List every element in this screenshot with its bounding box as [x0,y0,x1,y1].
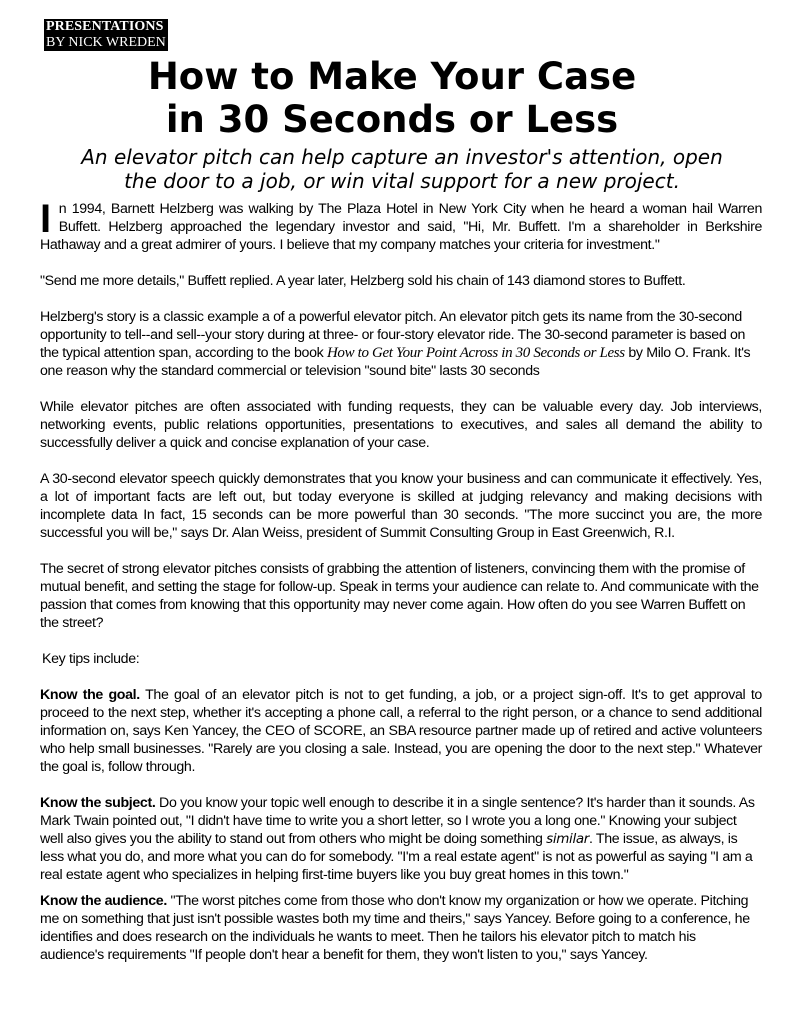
title-line-1: How to Make Your Case [147,55,637,98]
byline: BY NICK WREDEN [46,35,166,50]
section-badge [44,19,168,51]
key-tips-intro: Key tips include: [42,651,140,667]
subtitle-line-1: An elevator pitch can help capture an investor's attention, open [81,145,723,169]
tip-know-the-subject [40,794,762,884]
tip-know-the-goal [40,686,762,776]
emphasis-text: similar [546,831,589,847]
paragraph-classic-example [40,308,762,380]
section-label: PRESENTATIONS [46,19,164,34]
tip-text: The goal of an elevator pitch is not to get funding, a job, or a project sign-off. It's to get approval to proceed to the next step, whether it's accepting a phone call, a referral to the right person, or a chance to send additional information on, says Ken Yancey, the CEO of SCORE, an SBA resource partner made up of retired and active volunteers who help small businesses. "Rarely are you closing a sale. Instead, you are opening the door to the next step." Whatever the goal is, follow through. [40,687,762,775]
paragraph-secret: The secret of strong elevator pitches consists of grabbing the attention of listeners, convincing them with the promise of mutual benefit, and setting the stage for follow-up. Speak in terms your audience can relate to. And communicate with the passion that comes from knowing that this opportunity may never come again. How often do you see Warren Buffett on the street? [40,561,759,631]
book-title: How to Get Your Point Across in 30 Seconds or Less [326,345,625,361]
paragraph-intro-text: n 1994, Barnett Helzberg was walking by The Plaza Hotel in New York City when he heard a woman hail Warren Buffett. Helzberg approached the legendary investor and said, "Hi, Mr. Buffett. I'm a shareholder in Berkshire Hathaway and a great admirer of yours. I believe that my company matches your criteria for investment." [40,201,762,253]
paragraph-buffett-reply: "Send me more details," Buffett replied. A year later, Helzberg sold his chain of 143 diamond stores to Buffett. [40,273,686,289]
tip-heading: Know the audience. [40,893,167,909]
tip-know-the-audience [40,892,762,964]
tip-text: . The issue, as always, is less what you do, and more what you can do for somebody. "I'm a real estate agent" is not as powerful as saying "I am a real estate agent who specializes in helping first-time buyers like you buy great homes in this town." [40,831,753,883]
tip-heading: Know the subject. [40,795,156,811]
paragraph-text: by Milo O. Frank. It's one reason why the standard commercial or television "sound bite" lasts 30 seconds [40,345,751,379]
tip-text: Do you know your topic well enough to describe it in a single sentence? It's harder than it sounds. As Mark Twain pointed out, "I didn't have time to write you a short letter, so I wrote you a long one." Knowing your subject well also gives you the ability to stand out from others who might be doing something [40,795,755,847]
paragraph-30-second-speech: A 30-second elevator speech quickly demonstrates that you know your business and can communicate it effectively. Yes, a lot of important facts are left out, but today everyone is skilled at judging relevancy and making decisions with incomplete data In fact, 15 seconds can be more powerful than 30 seconds. "The more succinct you are, the more successful you will be," says Dr. Alan Weiss, president of Summit Consulting Group in East Greenwich, R.I. [40,471,762,541]
paragraph-valuable-every-day: While elevator pitches are often associated with funding requests, they can be valuable every day. Job interviews, networking events, public relations opportunities, presentations to executives, and sales all demand the ability to successfully deliver a quick and concise explanation of your case. [40,399,762,451]
tip-text: "The worst pitches come from those who don't know my organization or how we operate. Pitching me on something that just isn't possible wastes both my time and theirs," says Yancey. Before going to a conference, he identifies and does research on the individuals he wants to meet. Then he tailors his elevator pitch to match his audience's requirements "If people don't hear a benefit for them, they won't listen to you," says Yancey. [40,893,750,963]
tip-heading: Know the goal. [40,687,140,703]
article-body [40,197,762,982]
title-line-2: in 30 Seconds or Less [165,98,619,141]
paragraph-text: Helzberg's story is a classic example a of a powerful elevator pitch. An elevator pitch gets its name from the 30-second opportunity to tell--and sell--your story during at three- or four-story elevator ride. The 30-second parameter is based on the typical attention span, according to the book [40,309,746,361]
article-title [0,55,784,141]
paragraph-intro [40,197,762,254]
subtitle-line-2: the door to a job, or win vital support for a new project. [124,169,680,193]
drop-cap: I [40,197,51,241]
article-subtitle [0,145,800,193]
